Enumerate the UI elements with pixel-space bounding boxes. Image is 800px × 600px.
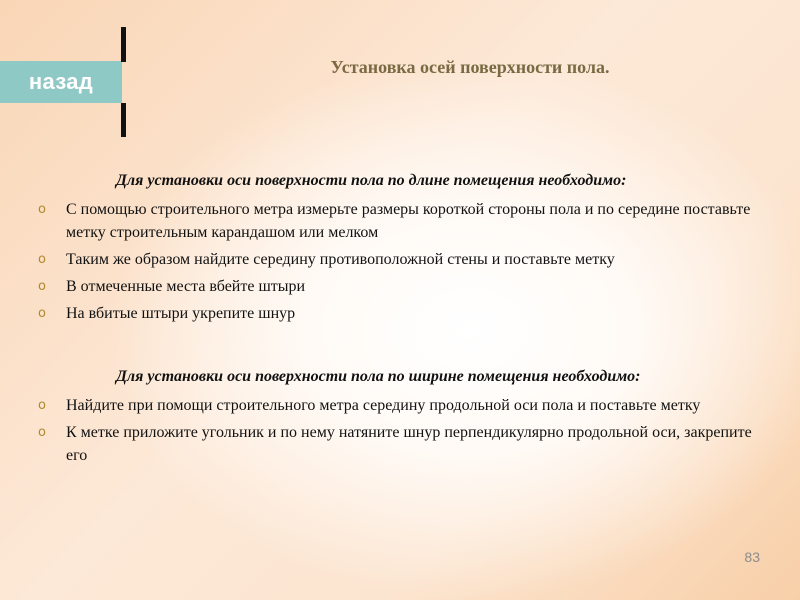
bullet-icon: o bbox=[38, 252, 46, 267]
bullet-icon: o bbox=[38, 306, 46, 321]
section-heading-length: Для установки оси поверхности пола по длине помещения необходимо: bbox=[116, 172, 627, 189]
list-item: o К метке приложите угольник и по нему натяните шнур перпендикулярно продольной оси, закрепите его bbox=[38, 421, 768, 467]
bullet-icon: o bbox=[38, 279, 46, 294]
slide-title: Установка осей поверхности пола. bbox=[330, 57, 610, 77]
list-item: o На вбитые штыри укрепите шнур bbox=[38, 302, 768, 325]
page-number: 83 bbox=[744, 549, 760, 565]
list-item: o С помощью строительного метра измерьте размеры короткой стороны пола и по середине поставьте метку строительным карандашом или мелком bbox=[38, 198, 768, 244]
steps-list-width bbox=[38, 394, 768, 471]
bullet-icon: o bbox=[38, 202, 46, 217]
steps-list-length bbox=[38, 198, 768, 329]
back-button[interactable] bbox=[0, 61, 122, 103]
divider-bar-bottom bbox=[121, 103, 126, 137]
bullet-icon: o bbox=[38, 398, 46, 413]
list-item: o В отмеченные места вбейте штыри bbox=[38, 275, 768, 298]
section-heading-width: Для установки оси поверхности пола по ширине помещения необходимо: bbox=[116, 368, 641, 385]
divider-bar-top bbox=[121, 27, 126, 62]
back-button-label: назад bbox=[28, 69, 94, 94]
list-item: o Найдите при помощи строительного метра середину продольной оси пола и поставьте метку bbox=[38, 394, 768, 417]
list-item: o Таким же образом найдите середину противоположной стены и поставьте метку bbox=[38, 248, 768, 271]
bullet-icon: o bbox=[38, 425, 46, 440]
